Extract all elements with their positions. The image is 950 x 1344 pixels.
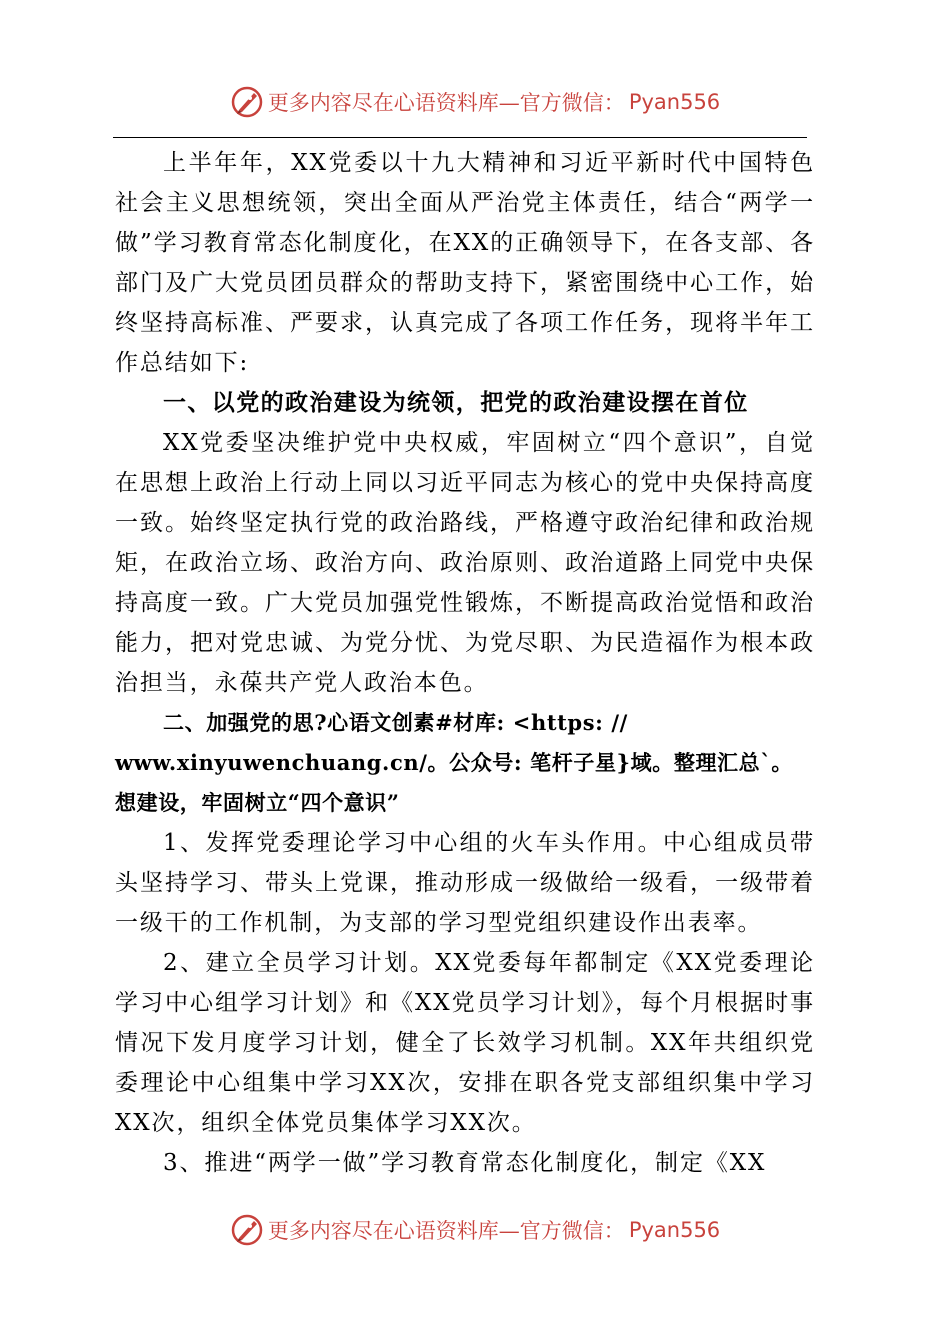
header-watermark <box>0 82 950 122</box>
pen-logo-icon <box>230 1213 264 1247</box>
section-1-paragraph: XX党委坚决维护党中央权威，牢固树立“四个意识”，自觉在思想上政治上行动上同以习近平同志为核心的党中央保持高度一致。始终坚定执行党的政治路线，严格遵守政治纪律和政治规矩，在政治立场、政治方向、政治原则、政治道路上同党中央保持高度一致。广大党员加强党性锻炼，不断提高政治觉悟和政治能力，把对党忠诚、为党分忧、为党尽职、为民造福作为根本政治担当，永葆共产党人政治本色。 <box>115 430 815 696</box>
heading-2-line-2: www.xinyuwenchuang.cn/。公众号: 笔杆子星}域。整理汇总`。 <box>115 750 793 775</box>
header-divider <box>113 137 807 138</box>
item-3-paragraph: 3、推进“两学一做”学习教育常态化制度化，制定《XX <box>163 1150 767 1176</box>
section-heading-1: 一、以党的政治建设为统领，把党的政治建设摆在首位 <box>163 389 749 416</box>
pen-logo-icon <box>230 85 264 119</box>
watermark-brand: Pyan556 <box>628 1218 721 1242</box>
document-body <box>115 143 815 1183</box>
item-2-paragraph: 2、建立全员学习计划。XX党委每年都制定《XX党委理论学习中心组学习计划》和《XX党员学习计划》，每个月根据时事情况下发月度学习计划，健全了长效学习机制。XX年共组织党委理论中心组集中学习XX次，安排在职各党支部组织集中学习XX次，组织全体党员集体学习XX次。 <box>115 950 815 1136</box>
intro-paragraph: 上半年年，XX党委以十九大精神和习近平新时代中国特色社会主义思想统领，突出全面从严治党主体责任，结合“两学一做”学习教育常态化制度化，在XX的正确领导下，在各支部、各部门及广大党员团员群众的帮助支持下，紧密围绕中心工作，始终坚持高标准、严要求，认真完成了各项工作任务，现将半年工作总结如下: <box>115 150 815 376</box>
watermark-text: 更多内容尽在心语资料库—官方微信： <box>267 1219 625 1243</box>
watermark-text: 更多内容尽在心语资料库—官方微信： <box>267 91 625 115</box>
item-1-paragraph: 1、发挥党委理论学习中心组的火车头作用。中心组成员带头坚持学习、带头上党课，推动形成一级做给一级看，一级带着一级干的工作机制，为支部的学习型党组织建设作出表率。 <box>115 830 815 936</box>
heading-2-line-1: 二、加强党的思?心语文创素#材库: <https: // <box>163 710 628 735</box>
footer-watermark <box>0 1210 950 1250</box>
watermark-brand: Pyan556 <box>628 90 721 114</box>
heading-2-line-3: 想建设，牢固树立“四个意识” <box>115 790 400 815</box>
section-heading-2 <box>115 703 815 823</box>
